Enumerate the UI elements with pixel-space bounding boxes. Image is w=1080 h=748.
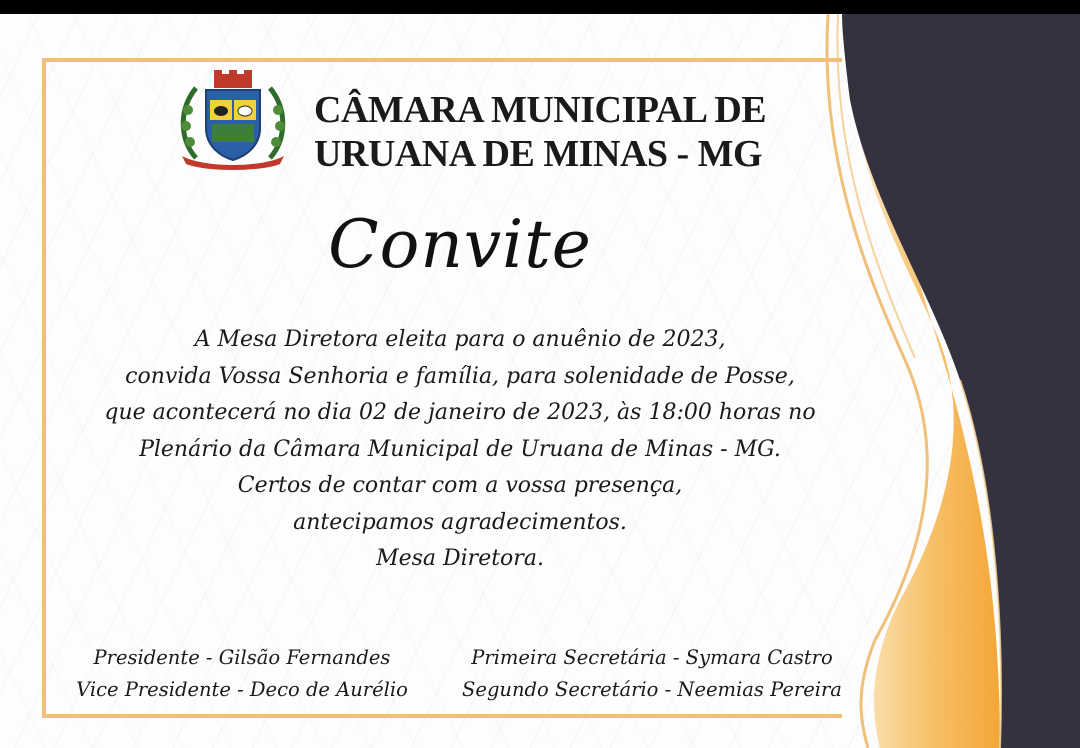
- body-line: Plenário da Câmara Municipal de Uruana de Minas - MG.: [139, 436, 781, 462]
- body-line: Certos de contar com a vossa presença,: [237, 473, 683, 498]
- body-line: antecipamos agradecimentos.: [293, 509, 627, 535]
- body-line: A Mesa Diretora eleita para o anuênio de 2023,: [194, 327, 726, 352]
- signature-first-secretary: Primeira Secretária - Symara Castro: [471, 646, 833, 669]
- signatures-left: [52, 642, 432, 706]
- signature-second-secretary: Segundo Secretário - Neemias Pereira: [462, 678, 842, 701]
- council-title: [314, 88, 794, 176]
- body-line-signoff: Mesa Diretora.: [376, 546, 544, 571]
- signature-president: Presidente - Gilsão Fernandes: [93, 646, 391, 669]
- signatures-right: [452, 642, 852, 706]
- invitation-body: [60, 322, 860, 578]
- council-title-line-2: URUANA DE MINAS - MG: [314, 133, 763, 175]
- council-title-line-1: CÂMARA MUNICIPAL DE: [314, 89, 767, 131]
- invitation-heading: Convite: [328, 206, 592, 283]
- body-line: que acontecerá no dia 02 de janeiro de 2023, às 18:00 horas no: [104, 400, 816, 425]
- municipal-coat-of-arms-icon: [174, 70, 292, 170]
- body-line: convida Vossa Senhoria e família, para solenidade de Posse,: [125, 363, 795, 389]
- signature-vice-president: Vice Presidente - Deco de Aurélio: [76, 678, 408, 701]
